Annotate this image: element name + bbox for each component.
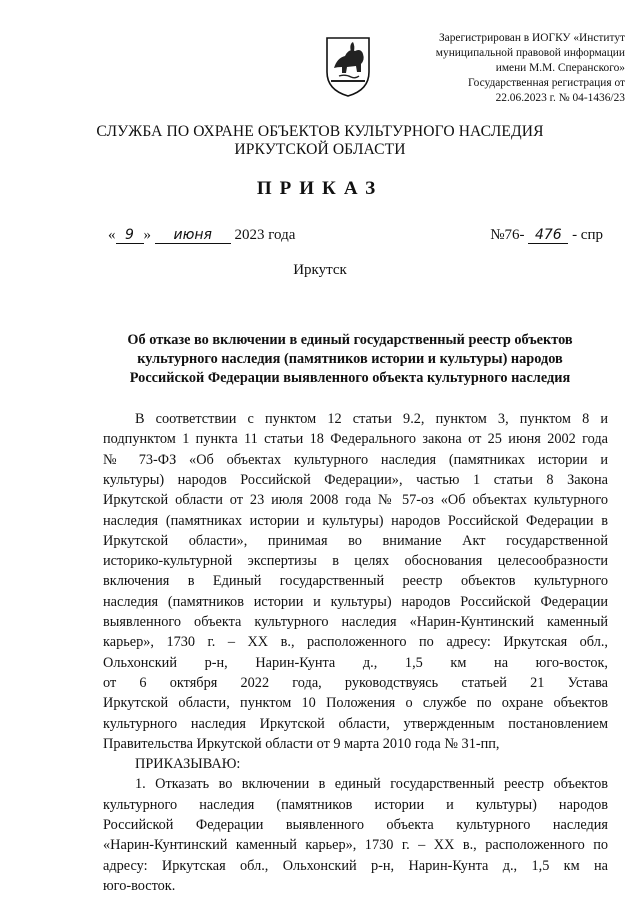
date-month: июня: [155, 227, 231, 244]
body-line: наследия (памятниках истории и культуры) народов Российской Федерации в: [103, 512, 608, 529]
heading-line: Об отказе во включении в единый государственный реестр объектов: [127, 332, 573, 348]
body-line: наследия (памятников истории и культуры) народов Российской Федерации: [103, 593, 608, 610]
body-line: Правительства Иркутской области от 9 марта 2010 года № 31-пп,: [103, 735, 500, 752]
order-number: [490, 227, 603, 244]
body-line: карьер», 1730 г. – XX в., расположенного по адресу: Иркутская обл.,: [103, 634, 608, 651]
body-line: культуры) народов Российской Федерации», частью 1 статьи 8 Закона: [103, 471, 608, 488]
document-type-title: ПРИКАЗ: [256, 178, 384, 199]
order-heading: [100, 331, 600, 388]
registration-line: Зарегистрирован в ИОГКУ «Институт: [438, 32, 625, 44]
body-line: юго-восток.: [103, 877, 176, 894]
body-line: № 73-ФЗ «Об объектах культурного наследия (памятниках истории и: [103, 451, 608, 468]
date-close-quote: »: [143, 227, 151, 243]
irkutsk-coat-of-arms-icon: [325, 34, 371, 98]
body-line: историко-культурной экспертизы в целях обоснования целесообразности: [103, 553, 608, 570]
registration-line: имени М.М. Сперанского»: [495, 62, 625, 74]
registration-line: муниципальной правовой информации: [435, 47, 625, 59]
body-line: культурного наследия Иркутской области, утвержденным постановлением: [103, 715, 608, 732]
date-open-quote: «: [108, 227, 116, 243]
registration-line: 22.06.2023 г. № 04-1436/23: [495, 92, 625, 104]
agency-name-line-1: СЛУЖБА ПО ОХРАНЕ ОБЪЕКТОВ КУЛЬТУРНОГО НАСЛЕДИЯ: [96, 123, 544, 140]
body-line: подпунктом 1 пункта 11 статьи 18 Федерального закона от 25 июня 2002 года: [103, 431, 608, 448]
registration-stamp: [395, 31, 625, 106]
body-line: культурного наследия (памятников истории и культуры) народов: [103, 796, 608, 813]
body-line: Российской Федерации выявленного объекта культурного наследия: [103, 817, 608, 833]
date-day: 9: [116, 227, 144, 244]
body-line: от 6 октября 2022 года, руководствуясь статьей 21 Устава: [103, 674, 608, 691]
order-command: ПРИКАЗЫВАЮ:: [135, 756, 241, 773]
heading-line: культурного наследия (памятников истории и культуры) народов: [137, 351, 563, 367]
body-line: Иркутской области, пунктом 10 Положения о службе по охране объектов: [103, 695, 608, 712]
date-year: 2023 года: [234, 227, 296, 243]
number-prefix: №76-: [490, 227, 525, 243]
body-line: Ольхонский р-н, Нарин-Кунта д., 1,5 км на юго-восток,: [103, 654, 608, 671]
body-line: «Нарин-Кунтинский каменный карьер», 1730 г. – XX в., расположенного по: [103, 837, 608, 854]
body-line: 1. Отказать во включении в единый государственный реестр объектов: [135, 776, 608, 793]
body-line: выявленного объекта культурного наследия «Нарин-Кунтинский каменный: [103, 614, 608, 630]
number-value: 476: [528, 227, 568, 244]
heading-line: Российской Федерации выявленного объекта культурного наследия: [129, 370, 571, 386]
body-line: В соответствии с пунктом 12 статьи 9.2, пунктом 3, пунктом 8 и: [135, 411, 608, 427]
agency-name-line-2: ИРКУТСКОЙ ОБЛАСТИ: [234, 141, 406, 158]
body-line: Иркутской области», принимая во внимание Акт государственной: [103, 532, 608, 549]
body-line: включения в Единый государственный реестр объектов культурного: [103, 573, 608, 590]
registration-line: Государственная регистрация от: [468, 77, 625, 89]
body-line: Иркутской области от 23 июля 2008 года № 57-оз «Об объектах культурного: [103, 492, 608, 509]
city-name: Иркутск: [293, 262, 347, 278]
body-line: адресу: Иркутская обл., Ольхонский р-н, Нарин-Кунта д., 1,5 км на: [103, 857, 608, 874]
order-date: [108, 227, 295, 244]
number-suffix: - спр: [572, 227, 603, 243]
